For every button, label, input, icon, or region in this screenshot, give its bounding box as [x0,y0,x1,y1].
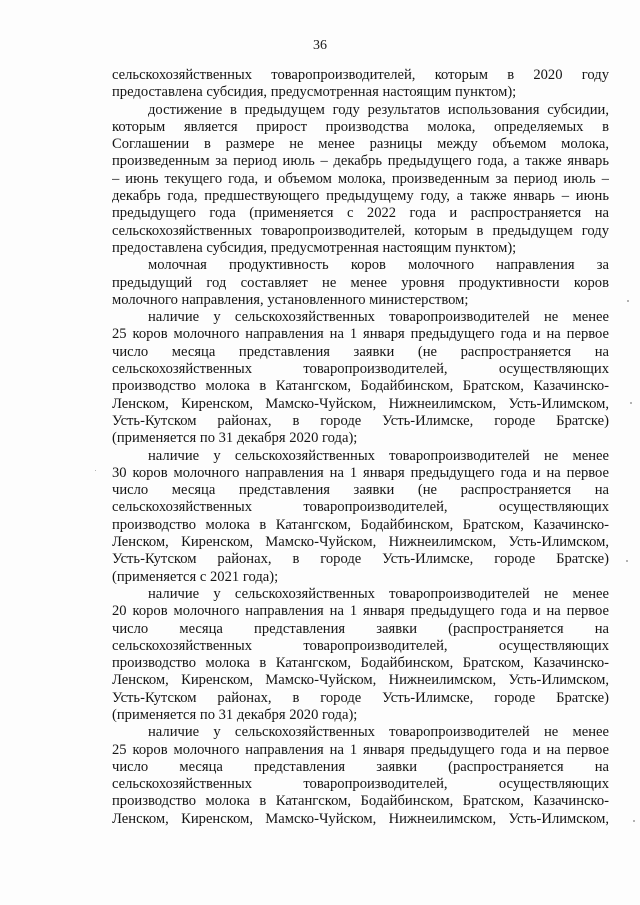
text-line: Ленском, Киренском, Мамско-Чуйском, Нижнеилимском, Усть-Илимском, [112,395,609,412]
text-line: сельскохозяйственных товаропроизводителей, осуществляющих [112,776,609,793]
text-line: сельскохозяйственных товаропроизводителей, которым в предыдущем году [112,222,609,239]
text-line: число месяца представления заявки (распространяется на [112,620,609,637]
text-line: Соглашении в размере не менее разницы между объемом молока, [112,136,609,153]
text-line: производство молока в Катангском, Бодайбинском, Братском, Казачинско- [112,516,609,533]
text-line: достижение в предыдущем году результатов использования субсидии, [148,101,609,118]
text-line: сельскохозяйственных товаропроизводителей, осуществляющих [112,361,609,378]
text-line: 20 коров молочного направления на 1 января предыдущего года и на первое [112,603,609,620]
text-line: 30 коров молочного направления на 1 января предыдущего года и на первое [112,464,609,481]
text-line: Ленском, Киренском, Мамско-Чуйском, Нижнеилимском, Усть-Илимском, [112,810,609,827]
document-body-text [112,67,609,828]
text-line: сельскохозяйственных товаропроизводителей, осуществляющих [112,499,609,516]
text-line: наличие у сельскохозяйственных товаропроизводителей не менее [148,309,609,326]
text-line: 25 коров молочного направления на 1 января предыдущего года и на первое [112,326,609,343]
text-line: наличие у сельскохозяйственных товаропроизводителей не менее [148,447,609,464]
text-line: предоставлена субсидия, предусмотренная настоящим пунктом); [112,84,517,101]
text-line: (применяется по 31 декабря 2020 года); [112,706,358,723]
text-line: декабрь года, предшествующего предыдущему году, а также январь – июнь [112,188,609,205]
text-line: Ленском, Киренском, Мамско-Чуйском, Нижнеилимском, Усть-Илимском, [112,672,609,689]
text-line: Усть-Кутском районах, в городе Усть-Илимске, городе Братске) [112,412,609,429]
text-line: предоставлена субсидия, предусмотренная настоящим пунктом); [112,239,517,256]
text-line: сельскохозяйственных товаропроизводителей, которым в 2020 году [112,67,609,83]
text-line: производство молока в Катангском, Бодайбинском, Братском, Казачинско- [112,378,609,395]
text-line: число месяца представления заявки (не распространяется на [112,343,609,360]
text-line: наличие у сельскохозяйственных товаропроизводителей не менее [148,724,609,741]
text-line: число месяца представления заявки (распространяется на [112,758,609,775]
page-number: 36 [313,38,327,53]
text-line: – июнь текущего года, и объемом молока, произведенным за период июль – [112,170,609,187]
text-line: предыдущего года (применяется с 2022 года и распространяется на [112,205,609,222]
text-line: которым является прирост производства молока, определяемых в [112,118,609,135]
text-line: Ленском, Киренском, Мамско-Чуйском, Нижнеилимском, Усть-Илимском, [112,534,609,551]
text-line: число месяца представления заявки (не распространяется на [112,482,609,499]
text-line: наличие у сельскохозяйственных товаропроизводителей не менее [148,585,609,602]
text-line: молочная продуктивность коров молочного направления за [148,257,609,274]
text-line: (применяется с 2021 года); [112,568,279,585]
text-line: молочного направления, установленного министерством; [112,291,469,308]
text-line: (применяется по 31 декабря 2020 года); [112,430,358,447]
text-line: сельскохозяйственных товаропроизводителей, осуществляющих [112,637,609,654]
text-line: Усть-Кутском районах, в городе Усть-Илимске, городе Братске) [112,689,609,706]
text-line: предыдущий год составляет не менее уровня продуктивности коров [112,274,609,291]
text-line: произведенным за период июль – декабрь предыдущего года, а также январь [112,153,609,170]
text-line: 25 коров молочного направления на 1 января предыдущего года и на первое [112,741,609,758]
text-line: производство молока в Катангском, Бодайбинском, Братском, Казачинско- [112,655,609,672]
text-line: производство молока в Катангском, Бодайбинском, Братском, Казачинско- [112,793,609,810]
text-line: Усть-Кутском районах, в городе Усть-Илимске, городе Братске) [112,551,609,568]
